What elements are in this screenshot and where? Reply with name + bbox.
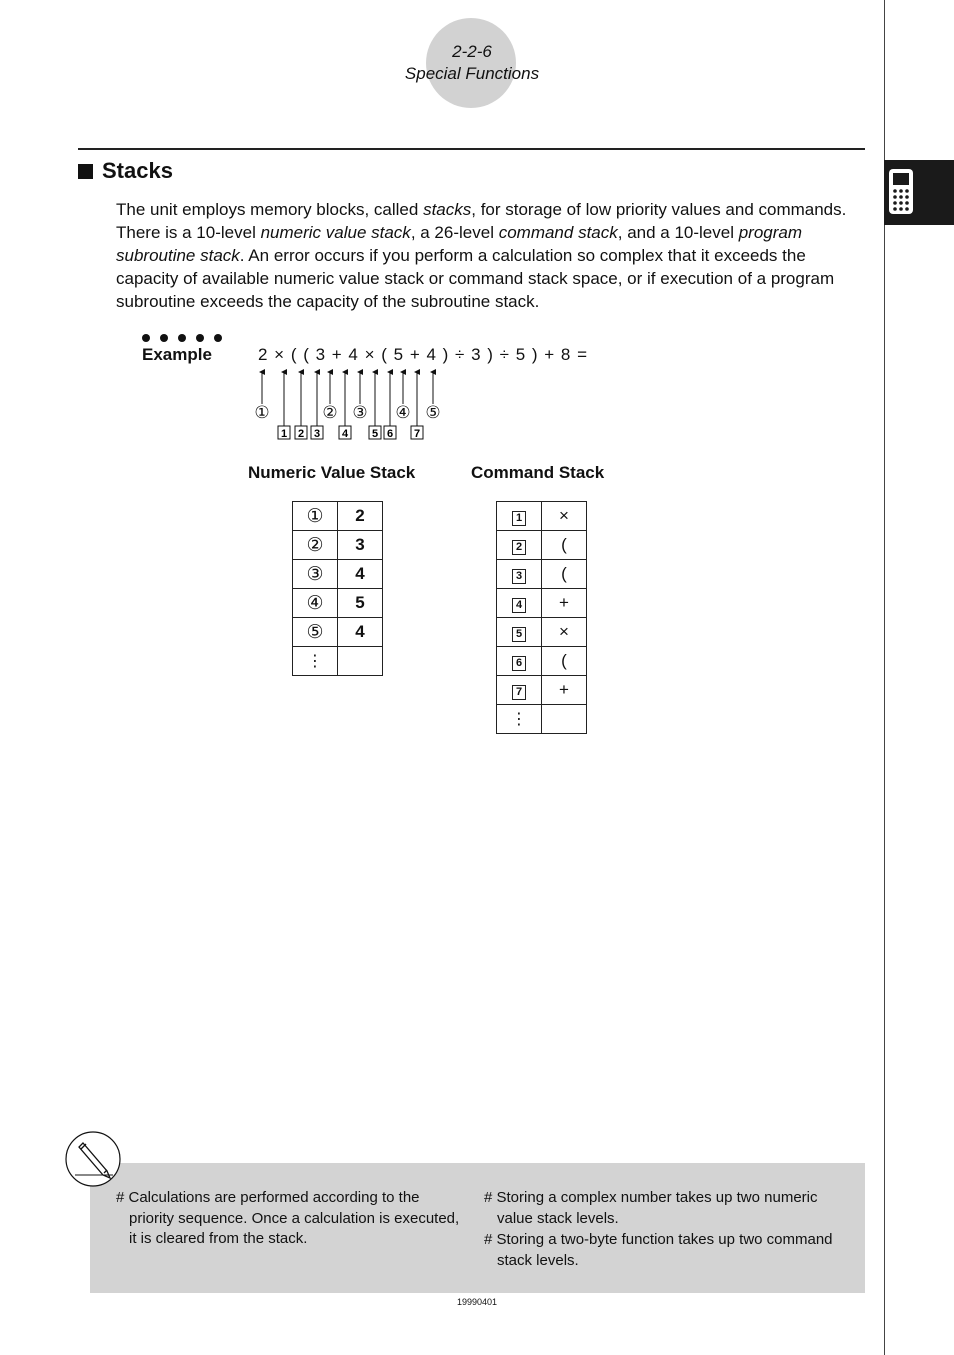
example-label: Example: [142, 345, 212, 364]
intro-term: numeric value stack: [260, 223, 411, 242]
stack-level-marker: 4: [497, 589, 542, 618]
calculator-icon: [884, 160, 954, 225]
note-item: # Calculations are performed according to the priority sequence. Once a calculation is executed, it is cleared from the stack.: [116, 1189, 460, 1247]
stack-value: ×: [542, 618, 587, 647]
stack-value: +: [542, 676, 587, 705]
stack-level-marker: 6: [497, 647, 542, 676]
header-circle: [426, 18, 516, 108]
command-stack-table: [496, 501, 587, 734]
stack-level-marker: 7: [497, 676, 542, 705]
stack-row: [497, 676, 587, 705]
stack-row: [293, 502, 383, 531]
stack-row: [497, 560, 587, 589]
svg-text:5: 5: [371, 428, 379, 440]
command-stack-title: Command Stack: [471, 463, 605, 482]
stack-value: (: [542, 560, 587, 589]
stack-value: 4: [338, 618, 383, 647]
stack-level-marker: 5: [497, 618, 542, 647]
header-rule: [78, 148, 865, 150]
stack-level-marker: ③: [293, 560, 338, 589]
intro-text: , and a 10-level: [617, 223, 739, 242]
stack-row: [497, 618, 587, 647]
svg-text:7: 7: [413, 428, 421, 440]
stack-value: 2: [338, 502, 383, 531]
stack-value: 5: [338, 589, 383, 618]
intro-term: program subroutine stack: [116, 223, 803, 265]
square-bullet-icon: [78, 164, 93, 179]
stack-value: (: [542, 531, 587, 560]
stack-value: 4: [338, 560, 383, 589]
stack-value: (: [542, 647, 587, 676]
stack-level-marker: ④: [293, 589, 338, 618]
stack-value: [338, 647, 383, 676]
page-number: 2-2-6: [452, 42, 492, 61]
stack-row: [293, 531, 383, 560]
command-marker: [384, 426, 396, 440]
stack-row: [497, 531, 587, 560]
stack-level-marker: ⑤: [293, 618, 338, 647]
intro-text: . An error occurs if you perform a calculation so complex that it exceeds the capacity of available numeric value stack or command stack space, or if execution of a program subroutine exceeds the capacity of the subroutine stack.: [116, 246, 835, 311]
value-marker: ①: [254, 403, 270, 423]
stack-value: ×: [542, 502, 587, 531]
intro-text: , for storage of low priority values and commands. There is a 10-level: [116, 200, 847, 242]
command-marker: [295, 426, 307, 440]
example-expression: 2 × ( ( 3 + 4 × ( 5 + 4 ) ÷ 3 ) ÷ 5 ) + 8 =: [258, 345, 588, 364]
page-section-title: Special Functions: [404, 64, 540, 83]
stack-level-marker: ⋮: [497, 705, 542, 734]
svg-text:6: 6: [386, 428, 394, 440]
stack-level-marker: ⋮: [293, 647, 338, 676]
stack-row: [497, 502, 587, 531]
command-marker: [369, 426, 381, 440]
numeric-stack-title: Numeric Value Stack: [248, 463, 416, 482]
stack-row: [293, 560, 383, 589]
stack-row: [293, 647, 383, 676]
svg-text:4: 4: [341, 428, 349, 440]
stack-value: +: [542, 589, 587, 618]
command-marker: [339, 426, 351, 440]
intro-term: stacks: [423, 200, 472, 219]
value-marker: ⑤: [425, 403, 441, 423]
note-item: # Storing a complex number takes up two numeric value stack levels.: [484, 1189, 818, 1227]
svg-text:3: 3: [313, 428, 321, 440]
stack-level-marker: 3: [497, 560, 542, 589]
footer-code: 19990401: [456, 1297, 498, 1307]
stack-level-marker: 2: [497, 531, 542, 560]
value-marker: ③: [352, 403, 368, 423]
command-marker: [278, 426, 290, 440]
section-heading-text: Stacks: [102, 158, 173, 183]
chapter-tab[interactable]: [884, 160, 954, 225]
numeric-value-stack-table: [292, 501, 383, 676]
stack-level-marker: ②: [293, 531, 338, 560]
stack-row: [497, 647, 587, 676]
intro-text: The unit employs memory blocks, called: [116, 200, 424, 219]
command-marker: [311, 426, 323, 440]
intro-text: , a 26-level: [410, 223, 499, 242]
notes-left-column: [116, 1188, 468, 1250]
command-marker: [411, 426, 423, 440]
pencil-icon: [65, 1131, 123, 1189]
stack-row: [293, 618, 383, 647]
stack-row: [293, 589, 383, 618]
value-marker: ④: [395, 403, 411, 423]
stack-level-marker: ①: [293, 502, 338, 531]
note-item: # Storing a two-byte function takes up two command stack levels.: [484, 1231, 833, 1269]
svg-text:2: 2: [297, 428, 305, 440]
svg-text:1: 1: [280, 428, 288, 440]
stack-row: [497, 589, 587, 618]
stack-level-marker: 1: [497, 502, 542, 531]
section-heading: [78, 158, 173, 184]
stack-value: [542, 705, 587, 734]
intro-paragraph: [116, 198, 872, 313]
notes-right-column: [484, 1188, 856, 1272]
stack-arrows-diagram: [240, 364, 460, 444]
value-marker: ②: [322, 403, 338, 423]
intro-term: command stack: [498, 223, 618, 242]
stack-row: [497, 705, 587, 734]
stack-value: 3: [338, 531, 383, 560]
